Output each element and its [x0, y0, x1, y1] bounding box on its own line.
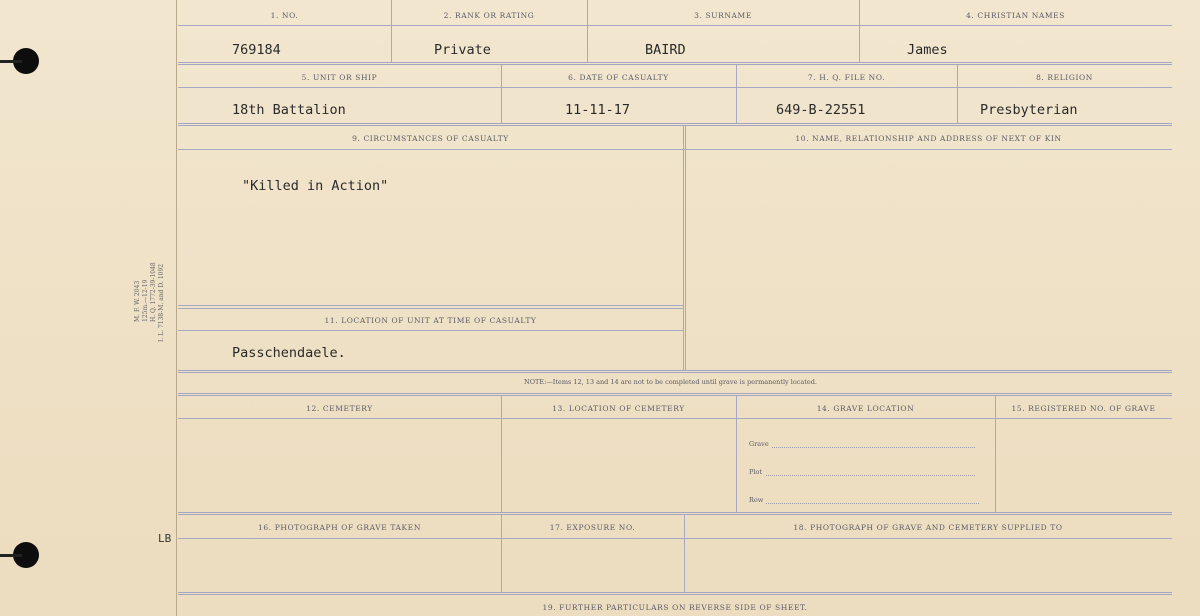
rule: [995, 396, 996, 512]
label-circumstances: 9. CIRCUMSTANCES OF CASUALTY: [352, 134, 509, 143]
file-number: 649-B-22551: [776, 102, 866, 118]
date-of-casualty: 11-11-17: [565, 102, 631, 118]
rule: [178, 149, 1172, 150]
grave-label: Grave: [749, 440, 769, 448]
label-location-of-cemetery: 13. LOCATION OF CEMETERY: [552, 404, 685, 413]
row-dots: [766, 503, 979, 504]
circumstances: "Killed in Action": [242, 178, 389, 194]
rule: [178, 370, 1172, 373]
corner-mark: LB: [158, 532, 172, 545]
rank: Private: [434, 42, 491, 58]
rule: [178, 592, 1172, 595]
punch-hole-bottom-tab: [0, 554, 22, 557]
form-left-border: [176, 0, 177, 616]
label-cemetery: 12. CEMETERY: [306, 404, 373, 413]
rule: [178, 393, 1172, 396]
rule: [178, 330, 683, 331]
print-code-1: M. F. W. 2043: [134, 280, 141, 322]
rule: [178, 305, 683, 306]
punch-hole-top-tab: [0, 60, 22, 63]
label-religion: 8. RELIGION: [1036, 73, 1093, 82]
rule: [178, 123, 1172, 126]
rule: [178, 418, 1172, 419]
label-exposure-no: 17. EXPOSURE NO.: [549, 523, 636, 532]
rule: [736, 396, 737, 512]
rule: [501, 396, 502, 512]
rule: [178, 62, 1172, 65]
print-code-2: 125m.—12-19: [142, 279, 149, 322]
label-no: 1. NO.: [270, 11, 299, 20]
label-location-of-unit: 11. LOCATION OF UNIT AT TIME OF CASUALTY: [324, 316, 537, 325]
plot-label: Plot: [749, 468, 762, 476]
surname: BAIRD: [645, 42, 686, 58]
label-file-no: 7. H. Q. FILE NO.: [807, 73, 886, 82]
label-christian-names: 4. CHRISTIAN NAMES: [966, 11, 1065, 20]
label-surname: 3. SURNAME: [694, 11, 752, 20]
rule: [587, 0, 588, 62]
service-number: 769184: [232, 42, 281, 58]
plot-dots: [766, 475, 975, 476]
print-code-3: H. Q. 1772-39-1048: [150, 262, 157, 322]
label-registered-no: 15. REGISTERED NO. OF GRAVE: [1011, 404, 1156, 413]
rule: [178, 512, 1172, 515]
religion: Presbyterian: [980, 102, 1078, 118]
unit: 18th Battalion: [232, 102, 346, 118]
print-code-4: I. L. 7138-M. and D. 1092: [158, 263, 165, 342]
rule: [683, 126, 684, 370]
grave-dots: [772, 447, 975, 448]
label-date-of-casualty: 6. DATE OF CASUALTY: [568, 73, 669, 82]
rule: [178, 25, 1172, 26]
rule: [685, 126, 686, 370]
christian-names: James: [907, 42, 948, 58]
label-rank: 2. RANK OR RATING: [443, 11, 535, 20]
label-unit: 5. UNIT OR SHIP: [301, 73, 378, 82]
label-photograph-taken: 16. PHOTOGRAPH OF GRAVE TAKEN: [258, 523, 421, 532]
row-label: Row: [749, 496, 764, 504]
rule: [178, 308, 683, 309]
location-of-unit: Passchendaele.: [232, 345, 346, 361]
rule: [178, 87, 1172, 88]
rule: [859, 0, 860, 62]
label-next-of-kin: 10. NAME, RELATIONSHIP AND ADDRESS OF NEXT OF KIN: [795, 134, 1062, 143]
rule: [391, 0, 392, 62]
note-text: NOTE:—Items 12, 13 and 14 are not to be completed until grave is permanently located.: [524, 378, 817, 386]
label-further-particulars: 19. FURTHER PARTICULARS ON REVERSE SIDE OF SHEET.: [542, 603, 808, 612]
label-grave-location: 14. GRAVE LOCATION: [816, 404, 915, 413]
label-photograph-supplied: 18. PHOTOGRAPH OF GRAVE AND CEMETERY SUPPLIED TO: [793, 523, 1063, 532]
rule: [178, 538, 1172, 539]
